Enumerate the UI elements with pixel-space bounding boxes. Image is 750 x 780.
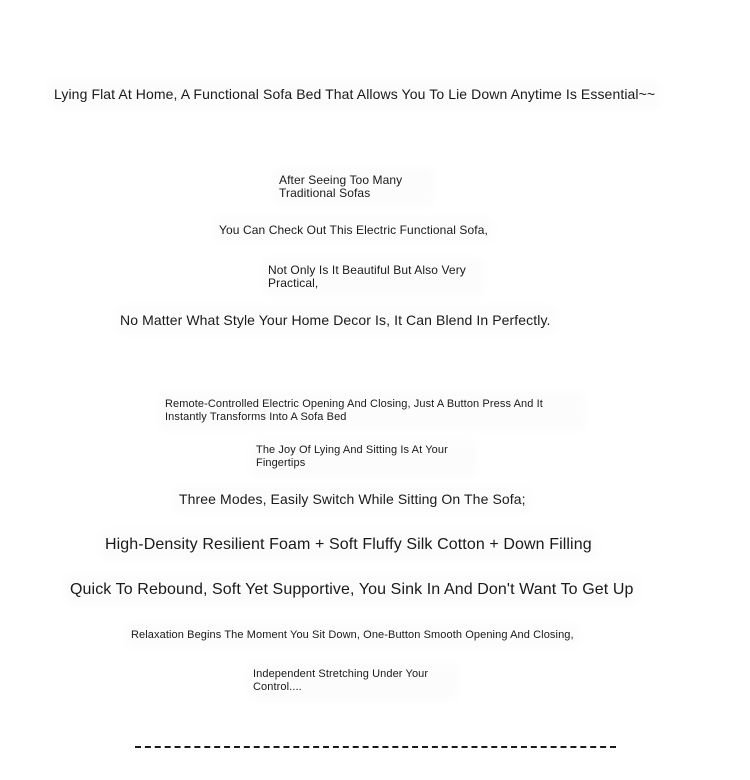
- text-line: Not Only Is It Beautiful But Also Very Practical,: [268, 264, 478, 290]
- text-line: High-Density Resilient Foam + Soft Fluffy Silk Cotton + Down Filling: [105, 536, 592, 553]
- text-line: Remote-Controlled Electric Opening And Closing, Just A Button Press And It Instantly Transforms Into A Sofa Bed: [165, 398, 580, 424]
- text-line: No Matter What Style Your Home Decor Is, It Can Blend In Perfectly.: [120, 312, 551, 328]
- text-line: Quick To Rebound, Soft Yet Supportive, You Sink In And Don't Want To Get Up: [70, 581, 634, 598]
- text-line: Three Modes, Easily Switch While Sitting On The Sofa;: [179, 491, 526, 507]
- text-line: You Can Check Out This Electric Functional Sofa,: [219, 223, 488, 237]
- text-line: The Joy Of Lying And Sitting Is At Your Fingertips: [256, 444, 471, 470]
- headline: Lying Flat At Home, A Functional Sofa Bed That Allows You To Lie Down Anytime Is Essential~~: [54, 86, 656, 102]
- text-line: Relaxation Begins The Moment You Sit Down, One-Button Smooth Opening And Closing,: [131, 629, 574, 641]
- text-line: After Seeing Too Many Traditional Sofas: [279, 174, 429, 200]
- dashed-divider: [135, 746, 616, 748]
- text-line: Independent Stretching Under Your Control....: [253, 668, 453, 694]
